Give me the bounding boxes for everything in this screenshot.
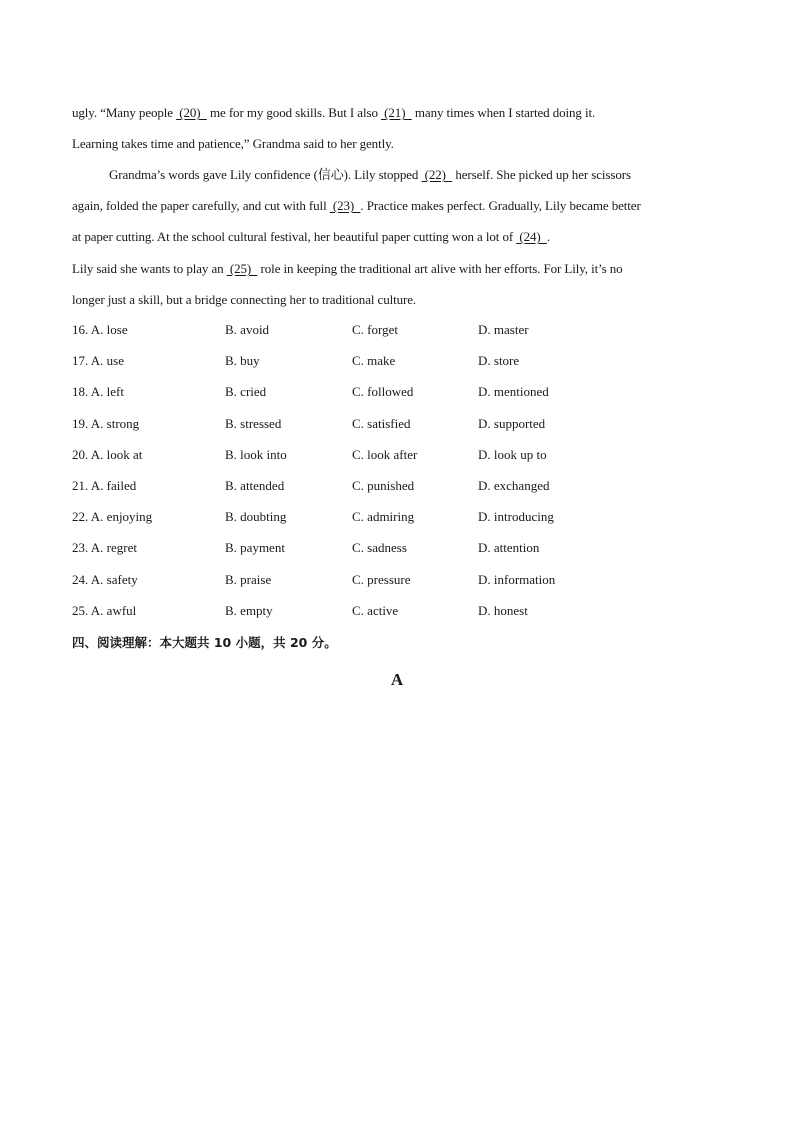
passage-letter: A	[390, 670, 404, 689]
option-d: D. introducing	[478, 509, 554, 525]
blank-22: (22)	[421, 167, 453, 182]
passage-text: at paper cutting. At the school cultural festival, her beautiful paper cutting won a lot of	[72, 229, 517, 244]
option-a: 20. A. look at	[72, 446, 143, 462]
option-b: B. look into	[225, 446, 287, 462]
option-d: D. look up to	[478, 446, 547, 462]
option-b: B. stressed	[225, 415, 282, 431]
blank-23: (23)	[329, 198, 361, 213]
option-a: 23. A. regret	[72, 540, 137, 556]
option-c: C. admiring	[352, 509, 415, 525]
blank-25: (25)	[226, 261, 258, 276]
passage-text: Learning takes time and patience,” Grandma said to her gently.	[72, 136, 394, 151]
option-d: D. mentioned	[478, 384, 549, 400]
passage-text: again, folded the paper carefully, and cut with full	[72, 198, 330, 213]
blank-24: (24)	[516, 229, 547, 244]
blank-21: (21)	[381, 105, 412, 120]
section-heading: 四、阅读理解：本大题共 10 小题，共 20 分。	[72, 635, 337, 650]
passage-text: longer just a skill, but a bridge connecting her to traditional culture.	[72, 292, 417, 307]
blank-20: (20)	[176, 105, 207, 120]
option-c: C. followed	[352, 384, 414, 400]
question-row-23	[72, 539, 672, 570]
option-a: 24. A. safety	[72, 571, 138, 587]
option-c: C. satisfied	[352, 415, 411, 431]
option-c: C. forget	[352, 322, 398, 337]
question-row-24	[72, 571, 672, 602]
passage-line-7	[72, 291, 416, 309]
passage-text: herself. She picked up her scissors	[452, 167, 631, 182]
passage-line-1	[72, 104, 595, 122]
passage-line-3	[109, 166, 631, 184]
option-d: D. master	[478, 322, 529, 337]
option-d: D. supported	[478, 415, 546, 431]
passage-text: . Practice makes perfect. Gradually, Lily became better	[360, 198, 641, 213]
option-d: D. honest	[478, 602, 528, 618]
question-row-19	[72, 415, 672, 446]
option-a: 25. A. awful	[72, 602, 137, 618]
passage-text: Lily said she wants to play an	[72, 261, 227, 276]
passage-text: me for my good skills. But I also	[206, 105, 382, 120]
passage-text: role in keeping the traditional art alive with her efforts. For Lily, it’s no	[257, 261, 623, 276]
option-b: B. doubting	[225, 509, 287, 525]
question-row-17	[72, 352, 672, 383]
option-a: 21. A. failed	[72, 477, 137, 493]
option-b: B. avoid	[225, 322, 270, 337]
question-options	[72, 321, 672, 633]
question-row-18	[72, 383, 672, 414]
passage-line-2	[72, 135, 394, 153]
option-a: 18. A. left	[72, 384, 124, 400]
option-c: C. active	[352, 602, 399, 618]
option-a: 22. A. enjoying	[72, 509, 153, 525]
option-d: D. information	[478, 571, 556, 587]
passage-text: Grandma’s words gave Lily confidence (信心). Lily stopped	[109, 167, 422, 182]
option-b: B. payment	[225, 540, 285, 556]
option-b: B. cried	[225, 384, 267, 400]
option-d: D. store	[478, 353, 520, 369]
passage-line-5	[72, 228, 550, 246]
passage-text: .	[546, 229, 551, 244]
passage-line-4	[72, 197, 641, 215]
option-c: C. punished	[352, 477, 415, 493]
passage-text: many times when I started doing it.	[411, 105, 596, 120]
question-row-22	[72, 508, 672, 539]
option-c: C. make	[352, 353, 396, 369]
option-b: B. buy	[225, 353, 260, 369]
passage-text: ugly. “Many people	[72, 105, 177, 120]
option-b: B. empty	[225, 602, 273, 618]
option-a: 17. A. use	[72, 353, 124, 369]
option-c: C. pressure	[352, 571, 411, 587]
option-c: C. sadness	[352, 540, 407, 556]
passage-line-6	[72, 260, 623, 278]
question-row-21	[72, 477, 672, 508]
option-b: B. praise	[225, 571, 272, 587]
option-d: D. exchanged	[478, 477, 550, 493]
option-a: 16. A. lose	[72, 322, 128, 337]
option-d: D. attention	[478, 540, 540, 556]
question-row-20	[72, 446, 672, 477]
option-b: B. attended	[225, 477, 285, 493]
question-row-16	[72, 321, 672, 352]
option-c: C. look after	[352, 446, 418, 462]
question-row-25	[72, 602, 672, 633]
option-a: 19. A. strong	[72, 415, 140, 431]
